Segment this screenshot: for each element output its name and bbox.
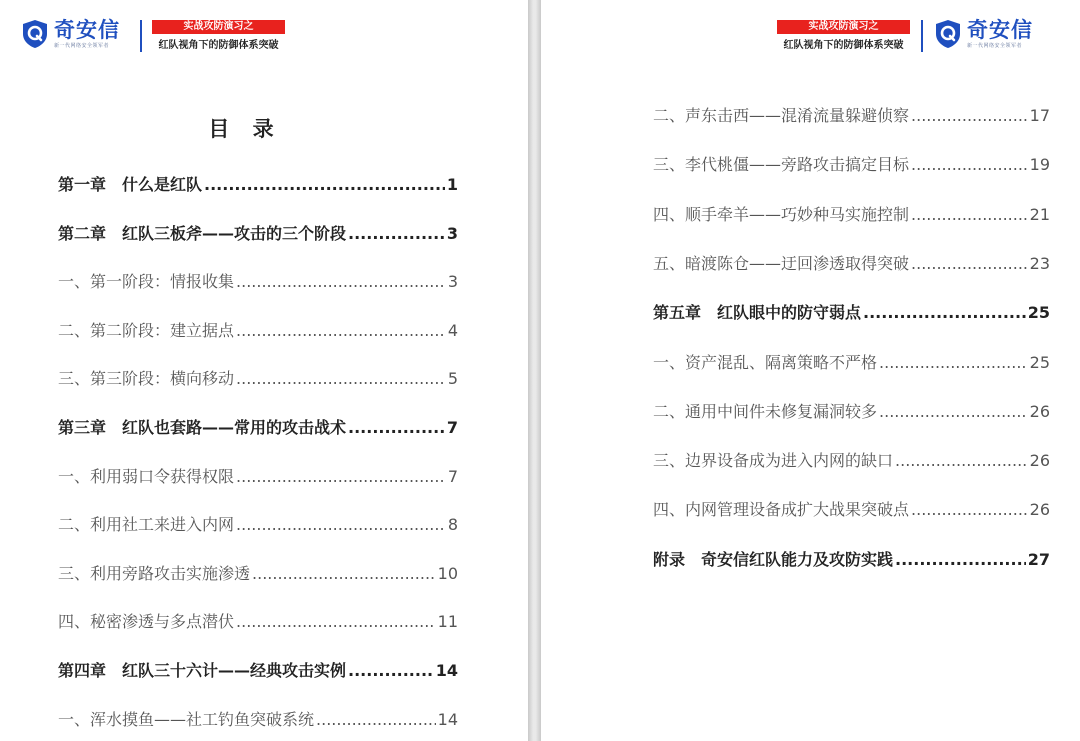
toc-page-number: 26 <box>1029 451 1050 471</box>
toc-page-number: 10 <box>437 563 458 583</box>
toc-section-entry[interactable] <box>58 270 458 294</box>
toc-page-number: 26 <box>1029 401 1050 421</box>
right-page <box>541 0 1080 741</box>
toc-entry-title: 附录 奇安信红队能力及攻防实践 <box>653 549 894 569</box>
toc-page-number: 11 <box>437 612 458 632</box>
toc-entry-title: 第五章 红队眼中的防守弱点 <box>653 303 862 323</box>
toc-section-entry[interactable] <box>58 367 458 391</box>
toc-page-number: 25 <box>1029 352 1050 372</box>
toc-entry-title: 四、内网管理设备成扩大战果突破点 <box>653 500 910 520</box>
toc-leader-dots <box>879 351 1028 375</box>
toc-entry-title: 三、利用旁路攻击实施渗透 <box>58 563 251 583</box>
toc-page-number: 19 <box>1029 155 1050 175</box>
brand-subtitle: 红队视角下的防御体系突破 <box>158 40 279 51</box>
toc-page-number: 4 <box>447 320 458 340</box>
brand-banner: 实战攻防演习之 <box>777 20 910 34</box>
toc-page-number: 25 <box>1027 303 1050 323</box>
toc-entry-title: 第三章 红队也套路——常用的攻击战术 <box>58 418 347 437</box>
toc-entry-title: 四、顺手牵羊——巧妙种马实施控制 <box>653 204 910 224</box>
report-brand <box>152 20 285 54</box>
toc-chapter-entry[interactable] <box>58 173 458 197</box>
toc-section-entry[interactable] <box>58 319 458 343</box>
toc-title: 目 录 <box>208 117 282 141</box>
toc-section-entry[interactable] <box>653 351 1050 375</box>
toc-section-entry[interactable] <box>653 153 1050 177</box>
toc-section-entry[interactable] <box>653 449 1050 473</box>
toc-section-entry[interactable] <box>58 465 458 489</box>
toc-leader-dots <box>348 416 445 440</box>
toc-page-number: 26 <box>1029 500 1050 520</box>
toc-leader-dots <box>863 301 1026 325</box>
toc-leader-dots <box>895 449 1028 473</box>
header-divider <box>921 20 923 52</box>
report-brand <box>777 20 910 54</box>
toc-entry-title: 二、第二阶段：建立据点 <box>58 320 235 340</box>
header-divider <box>140 20 142 52</box>
toc-entry-title: 三、第三阶段：横向移动 <box>58 369 235 389</box>
toc-entry-title: 二、声东击西——混淆流量躲避侦察 <box>653 106 910 125</box>
toc-leader-dots <box>911 498 1028 522</box>
toc-leader-dots <box>236 367 446 391</box>
toc-leader-dots <box>911 153 1028 177</box>
page-header <box>777 14 1067 58</box>
toc-leader-dots <box>236 465 446 489</box>
toc-entry-title: 四、秘密渗透与多点潜伏 <box>58 612 235 632</box>
toc-page-number: 14 <box>435 661 458 680</box>
toc-entry-title: 一、利用弱口令获得权限 <box>58 466 235 486</box>
toc-chapter-entry[interactable] <box>58 222 458 246</box>
toc-entry-title: 二、利用社工来进入内网 <box>58 515 235 535</box>
toc-page-number: 21 <box>1029 204 1050 224</box>
toc-entry-title: 五、暗渡陈仓——迂回渗透取得突破 <box>653 253 910 273</box>
logo-name: 奇安信 <box>54 18 120 42</box>
toc-leader-dots <box>895 548 1026 572</box>
toc-section-entry[interactable] <box>653 252 1050 276</box>
toc-entry-title: 一、浑水摸鱼——社工钓鱼突破系统 <box>58 709 315 729</box>
brand-banner: 实战攻防演习之 <box>152 20 285 34</box>
left-page <box>0 0 528 741</box>
toc-leader-dots <box>236 513 446 537</box>
toc-section-entry[interactable] <box>58 562 458 586</box>
toc-page-number: 8 <box>447 515 458 535</box>
toc-entry-title: 三、边界设备成为进入内网的缺口 <box>653 451 894 471</box>
toc-section-entry[interactable] <box>653 104 1050 128</box>
toc-section-entry[interactable] <box>653 498 1050 522</box>
toc-entry-title: 第二章 红队三板斧——攻击的三个阶段 <box>58 223 347 243</box>
toc-page-number: 3 <box>447 272 458 292</box>
toc-page-number: 7 <box>446 418 458 437</box>
toc-page-number: 23 <box>1029 253 1050 273</box>
toc-leader-dots <box>236 319 446 343</box>
toc-leader-dots <box>252 562 436 586</box>
toc-page-number: 5 <box>447 369 458 389</box>
toc-chapter-entry[interactable] <box>653 548 1050 572</box>
toc-leader-dots <box>911 104 1028 128</box>
toc-leader-dots <box>348 659 434 683</box>
company-logo <box>935 18 1033 50</box>
toc-leader-dots <box>911 203 1028 227</box>
toc-section-entry[interactable] <box>58 513 458 537</box>
toc-page-number: 3 <box>446 223 458 243</box>
shield-q-icon <box>22 19 48 49</box>
toc-chapter-entry[interactable] <box>653 301 1050 325</box>
toc-section-entry[interactable] <box>58 708 458 732</box>
company-logo <box>22 18 120 50</box>
logo-name: 奇安信 <box>967 18 1033 42</box>
toc-page-number: 1 <box>446 175 458 194</box>
toc-page-number: 14 <box>437 709 458 729</box>
logo-tagline: 新一代网络安全领军者 <box>967 43 1023 49</box>
toc-entry-title: 一、资产混乱、隔离策略不严格 <box>653 352 878 372</box>
toc-section-entry[interactable] <box>653 203 1050 227</box>
shield-q-icon <box>935 19 961 49</box>
logo-tagline: 新一代网络安全领军者 <box>54 43 110 49</box>
toc-page-number: 27 <box>1027 549 1050 569</box>
toc-entry-title: 第一章 什么是红队 <box>58 175 203 194</box>
toc-section-entry[interactable] <box>653 400 1050 424</box>
toc-section-entry[interactable] <box>58 610 458 634</box>
toc-leader-dots <box>911 252 1028 276</box>
toc-chapter-entry[interactable] <box>58 416 458 440</box>
brand-subtitle: 红队视角下的防御体系突破 <box>783 40 904 51</box>
toc-page-number: 7 <box>447 466 458 486</box>
toc-leader-dots <box>879 400 1028 424</box>
toc-page-number: 17 <box>1029 106 1050 125</box>
page-gutter <box>528 0 541 741</box>
toc-entry-title: 一、第一阶段：情报收集 <box>58 272 235 292</box>
toc-leader-dots <box>204 173 445 197</box>
page-header <box>22 14 312 58</box>
toc-leader-dots <box>236 610 436 634</box>
toc-leader-dots <box>348 222 445 246</box>
toc-leader-dots <box>236 270 446 294</box>
toc-entry-title: 三、李代桃僵——旁路攻击搞定目标 <box>653 155 910 175</box>
toc-entry-title: 二、通用中间件未修复漏洞较多 <box>653 401 878 421</box>
toc-chapter-entry[interactable] <box>58 659 458 683</box>
toc-leader-dots <box>316 708 436 732</box>
toc-entry-title: 第四章 红队三十六计——经典攻击实例 <box>58 661 347 680</box>
